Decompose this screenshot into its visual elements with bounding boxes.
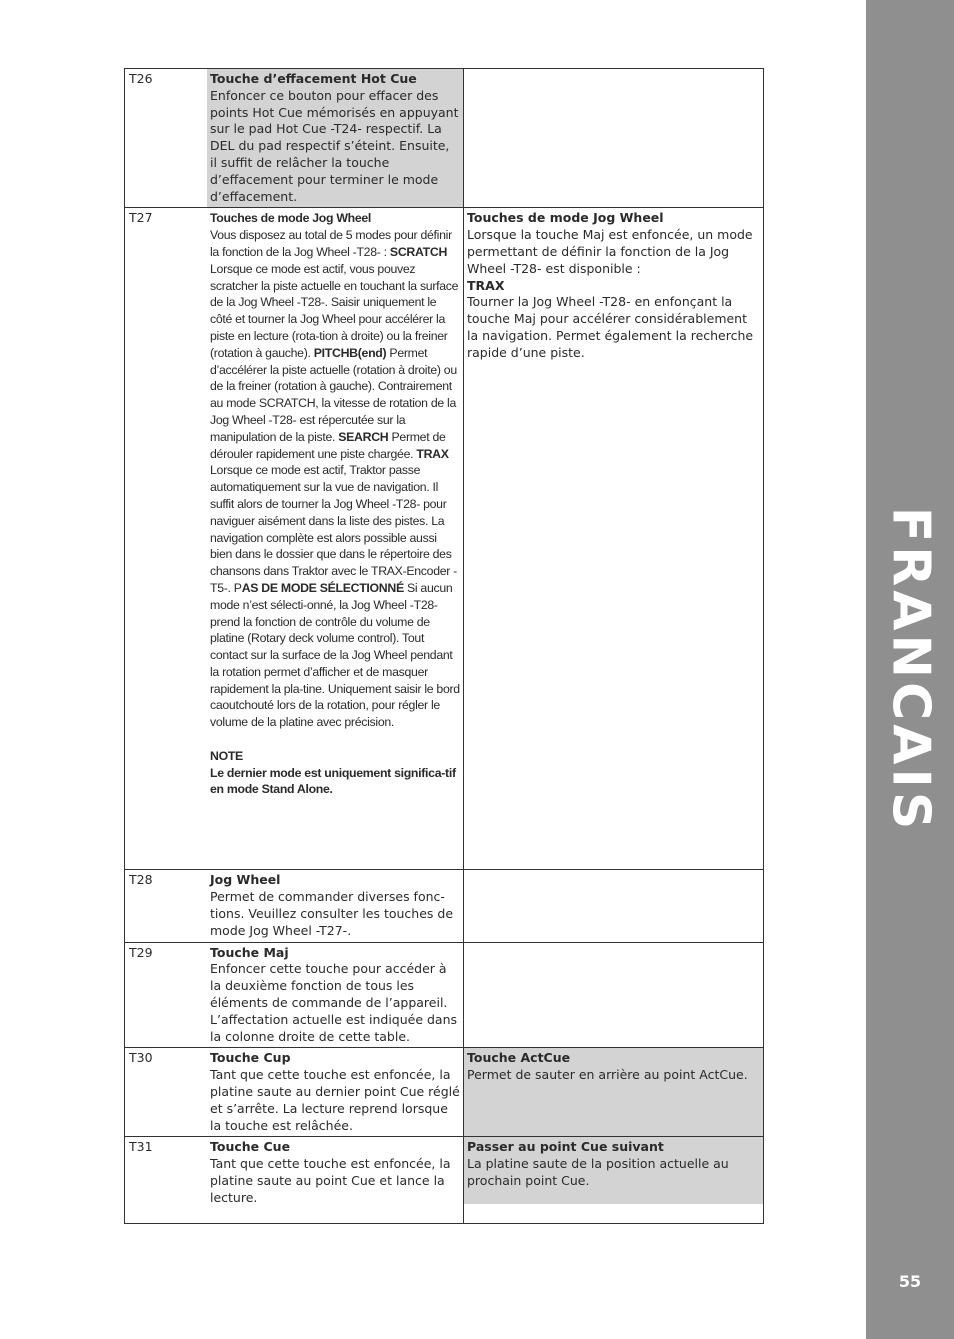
control-text: Tant que cette touche est enfoncée, la platine saute au dernier point Cue réglé et s’arrête. La lecture reprend lorsque la touche est relâchée. bbox=[210, 1067, 460, 1133]
shift-function bbox=[464, 870, 764, 942]
control-id: T30 bbox=[125, 1048, 208, 1137]
control-title: Touche Maj bbox=[210, 944, 289, 960]
control-text: Enfoncer cette touche pour accéder à la deuxième fonction de tous les éléments de commande de l’appareil. L’affectation actuelle est indiquée dans la colonne droite de cette table. bbox=[210, 961, 458, 1044]
mode-text: Lorsque ce mode est actif, Traktor passe automatiquement sur la vue de navigation. Il suffit alors de tourner la Jog Wheel -T28- pour naviguer aisément dans la liste des pistes. La navigation complète est alors possible aussi bien dans le dossier que dans le répertoire des chansons dans Traktor avec le TRAX-Encoder -T5-. P bbox=[210, 463, 457, 595]
shift-text: Lorsque la touche Maj est enfoncée, un mode permettant de définir la fonction de la Jog Wheel -T28- est disponible : bbox=[467, 227, 753, 276]
control-text: Enfoncer ce bouton pour effacer des points Hot Cue mémorisés en appuyant sur le pad Hot Cue -T24- respectif. La DEL du pad respectif s’éteint. Ensuite, il suffit de relâcher la touche d’effacement pour terminer le mode d’effacement. bbox=[210, 87, 459, 204]
controls-table bbox=[124, 68, 764, 1224]
control-id: T28 bbox=[125, 870, 208, 942]
mode-text: Permet d’accélérer la piste actuelle (rotation à droite) ou de la freiner (rotation à gauche). Contrairement au mode SCRATCH, la vitesse de rotation de la Jog Wheel -T28- est répercutée sur la manipulation de la piste. bbox=[210, 345, 457, 444]
shift-title: Touches de mode Jog Wheel bbox=[467, 210, 664, 226]
control-title: Jog Wheel bbox=[210, 872, 281, 888]
table-row bbox=[125, 870, 764, 942]
table-row bbox=[125, 942, 764, 1048]
page-number: 55 bbox=[898, 1272, 922, 1291]
table-row bbox=[125, 69, 764, 208]
shift-function bbox=[464, 208, 764, 870]
control-title: Touche Cue bbox=[210, 1139, 291, 1155]
control-title: Touche Cup bbox=[210, 1050, 291, 1066]
mode-name: PITCHB(end) bbox=[313, 345, 387, 360]
table-row bbox=[125, 208, 764, 870]
control-id: T29 bbox=[125, 942, 208, 1048]
control-text: Tant que cette touche est enfoncée, la platine saute au point Cue et lance la lecture. bbox=[210, 1156, 451, 1205]
control-text: Permet de commander diverses fonc-tions. Veuillez consulter les touches de mode Jog Wheel -T27-. bbox=[210, 889, 454, 938]
control-title: Touche d’effacement Hot Cue bbox=[210, 71, 417, 86]
shift-function bbox=[464, 1137, 764, 1224]
language-tab-label bbox=[875, 506, 945, 834]
note-text: Le dernier mode est uniquement significa-tif en mode Stand Alone. bbox=[210, 765, 456, 797]
shift-title: Passer au point Cue suivant bbox=[467, 1139, 664, 1155]
control-id: T27 bbox=[125, 208, 208, 870]
control-description bbox=[207, 870, 464, 942]
table-row bbox=[125, 1137, 764, 1224]
control-id: T31 bbox=[125, 1137, 208, 1224]
control-intro: Vous disposez au total de 5 modes pour définir la fonction de la Jog Wheel -T28- : bbox=[210, 228, 452, 259]
mode-name: SCRATCH bbox=[389, 244, 448, 259]
shift-text: La platine saute de la position actuelle au prochain point Cue. bbox=[467, 1156, 729, 1188]
mode-text: Permet de dérouler rapidement une piste chargée. bbox=[210, 429, 446, 461]
shift-text: Permet de sauter en arrière au point ActCue. bbox=[467, 1067, 748, 1083]
shift-subtext: Tourner la Jog Wheel -T28- en enfonçant la touche Maj pour accélérer considérablement la navigation. Permet également la recherche rapide d’une piste. bbox=[467, 294, 754, 360]
shift-subtitle: TRAX bbox=[467, 277, 505, 293]
language-title: FRANCAIS bbox=[880, 506, 940, 834]
control-description bbox=[207, 942, 464, 1048]
mode-text: Si aucun mode n’est sélecti-onné, la Jog Wheel -T28- prend la fonction de contrôle du volume de platine (Rotary deck volume control). Tout contact sur la surface de la Jog Wheel pendant la rotation permet d’afficher et de masquer rapidement la pla-tine. Uniquement saisir le bord caoutchouté lors de la rotation, pour régler le volume de la platine avec précision. bbox=[210, 580, 460, 730]
control-description bbox=[207, 1048, 464, 1137]
table-row bbox=[125, 1048, 764, 1137]
control-description bbox=[207, 208, 464, 870]
control-id: T26 bbox=[125, 69, 208, 208]
shift-function bbox=[464, 69, 764, 208]
control-title: Touches de mode Jog Wheel bbox=[210, 211, 372, 226]
mode-name: SEARCH bbox=[338, 429, 389, 444]
shift-function bbox=[464, 1048, 764, 1137]
note-title: NOTE bbox=[210, 748, 243, 763]
control-description bbox=[207, 69, 464, 208]
mode-name: AS DE MODE SÉLECTIONNÉ bbox=[241, 580, 404, 595]
mode-text: Lorsque ce mode est actif, vous pouvez scratcher la piste actuelle en touchant la surface de la Jog Wheel -T28-. Saisir uniquement le côté et tourner la Jog Wheel pour accélérer la piste en lecture (rota-tion à droite) ou la freiner (rotation à gauche). bbox=[210, 261, 459, 360]
shift-function bbox=[464, 942, 764, 1048]
shift-title: Touche ActCue bbox=[467, 1050, 571, 1066]
mode-name: TRAX bbox=[416, 446, 449, 461]
control-description bbox=[207, 1137, 464, 1224]
